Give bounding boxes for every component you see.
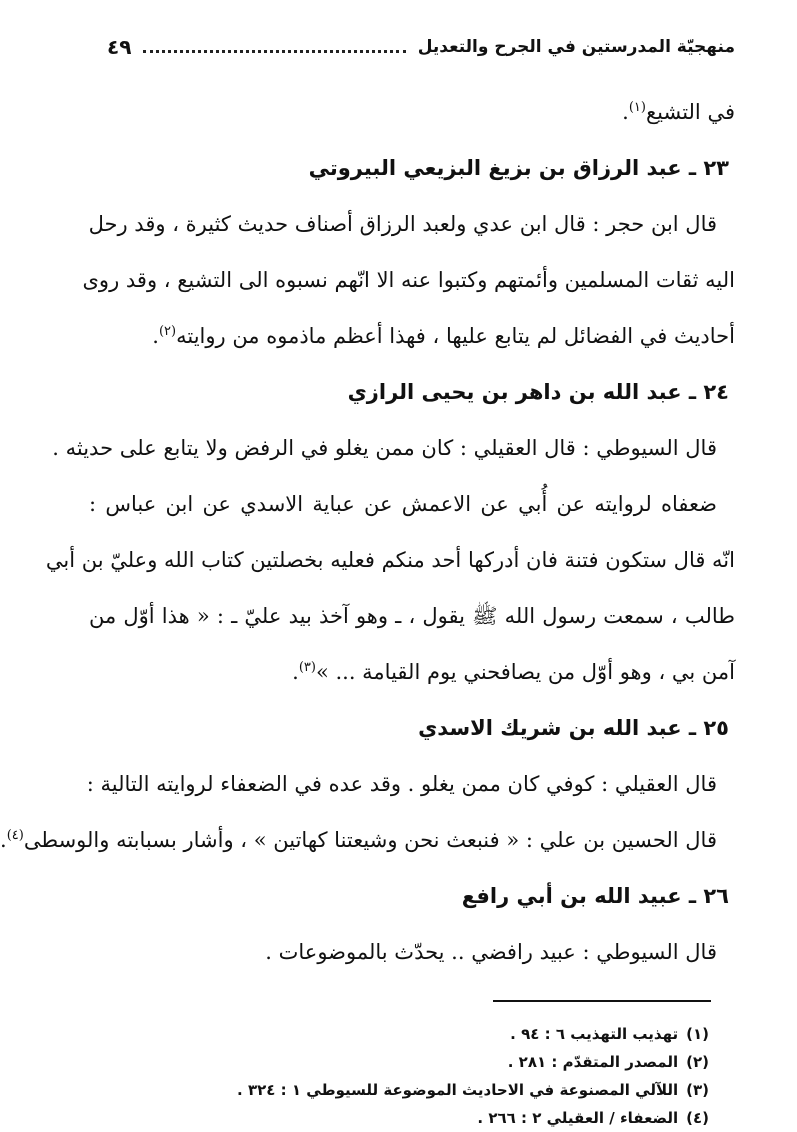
text-line: أحاديث في الفضائل لم يتابع عليها ، فهذا أعظم ماذموه من روايته$^{(٢)}$. <box>152 324 735 348</box>
text-line: طالب ، سمعت رسول الله ﷺ يقول ، ـ وهو آخذ بيد عليّ ـ : « هذا أوّل من <box>89 604 735 628</box>
footnote-item <box>89 1104 709 1132</box>
running-title: منهجيّة المدرستين في الجرح والتعديل <box>417 37 735 57</box>
footnote-separator <box>493 1000 711 1002</box>
footnote-item <box>89 1020 709 1048</box>
text-line: انّه قال ستكون فتنة فان أدركها أحد منكم فعليه بخصلتين كتاب الله وعليّ بن أبي <box>45 548 735 572</box>
entry-heading: ٢٥ ـ عبد الله بن شريك الاسدي <box>418 716 729 740</box>
text-line: اليه ثقات المسلمين وأئمتهم وكتبوا عنه الا انّهم نسبوه الى التشيع ، وقد روى <box>82 268 735 292</box>
footnote-number: (٢) <box>686 1053 709 1071</box>
text-line: قال العقيلي : كوفي كان ممن يغلو . وقد عده في الضعفاء لروايته التالية : <box>86 772 717 796</box>
running-header <box>89 30 735 64</box>
page-number: ٤٩ <box>107 35 132 59</box>
text-line: قال الحسين بن علي : « فنبعث نحن وشيعتنا كهاتين » ، وأشار بسبابته والوسطى$^{(٤)}$. <box>0 828 717 852</box>
main-text <box>0 84 735 980</box>
text-line: قال السيوطي : قال العقيلي : كان ممن يغلو في الرفض ولا يتابع على حديثه . <box>52 436 717 460</box>
footnote-text: الضعفاء / العقيلي ٢ : ٢٦٦ . <box>477 1109 679 1127</box>
entry-heading: ٢٣ ـ عبد الرزاق بن بزيغ البزيعي البيروتي <box>308 156 729 180</box>
entry-heading: ٢٤ ـ عبد الله بن داهر بن يحيى الرازي <box>347 380 729 404</box>
text-line: قال ابن حجر : قال ابن عدي ولعبد الرزاق أصناف حديث كثيرة ، وقد رحل <box>88 212 717 236</box>
text-line: ضعفاه لروايته عن أُبي عن الاعمش عن عباية الاسدي عن ابن عباس : <box>89 492 717 516</box>
text-line: قال السيوطي : عبيد رافضي .. يحدّث بالموضوعات . <box>265 940 717 964</box>
dotted-leader <box>143 50 405 53</box>
footnote-number: (٣) <box>686 1081 709 1099</box>
footnote-item <box>89 1048 709 1076</box>
footnotes <box>89 1020 735 1132</box>
entry-heading: ٢٦ ـ عبيد الله بن أبي رافع <box>461 884 729 908</box>
footnote-number: (١) <box>686 1025 709 1043</box>
footnote-number: (٤) <box>686 1109 709 1127</box>
footnote-marker: (٢) <box>158 324 177 339</box>
footnote-marker: (١) <box>628 100 646 115</box>
footnote-item <box>89 1076 709 1104</box>
footnote-text: المصدر المتقدّم : ٢٨١ . <box>507 1053 679 1071</box>
footnote-text: اللآلي المصنوعة في الاحاديث الموضوعة للسيوطي ١ : ٣٢٤ . <box>237 1081 679 1099</box>
text-line: آمن بي ، وهو أوّل من يصافحني يوم القيامة ... »$^{(٣)}$. <box>292 660 735 684</box>
text-line: في التشيع$^{(١)}$. <box>622 100 735 124</box>
footnote-marker: (٤) <box>6 828 24 843</box>
footnote-marker: (٣) <box>298 660 316 675</box>
footnote-text: تهذيب التهذيب ٦ : ٩٤ . <box>510 1025 679 1043</box>
